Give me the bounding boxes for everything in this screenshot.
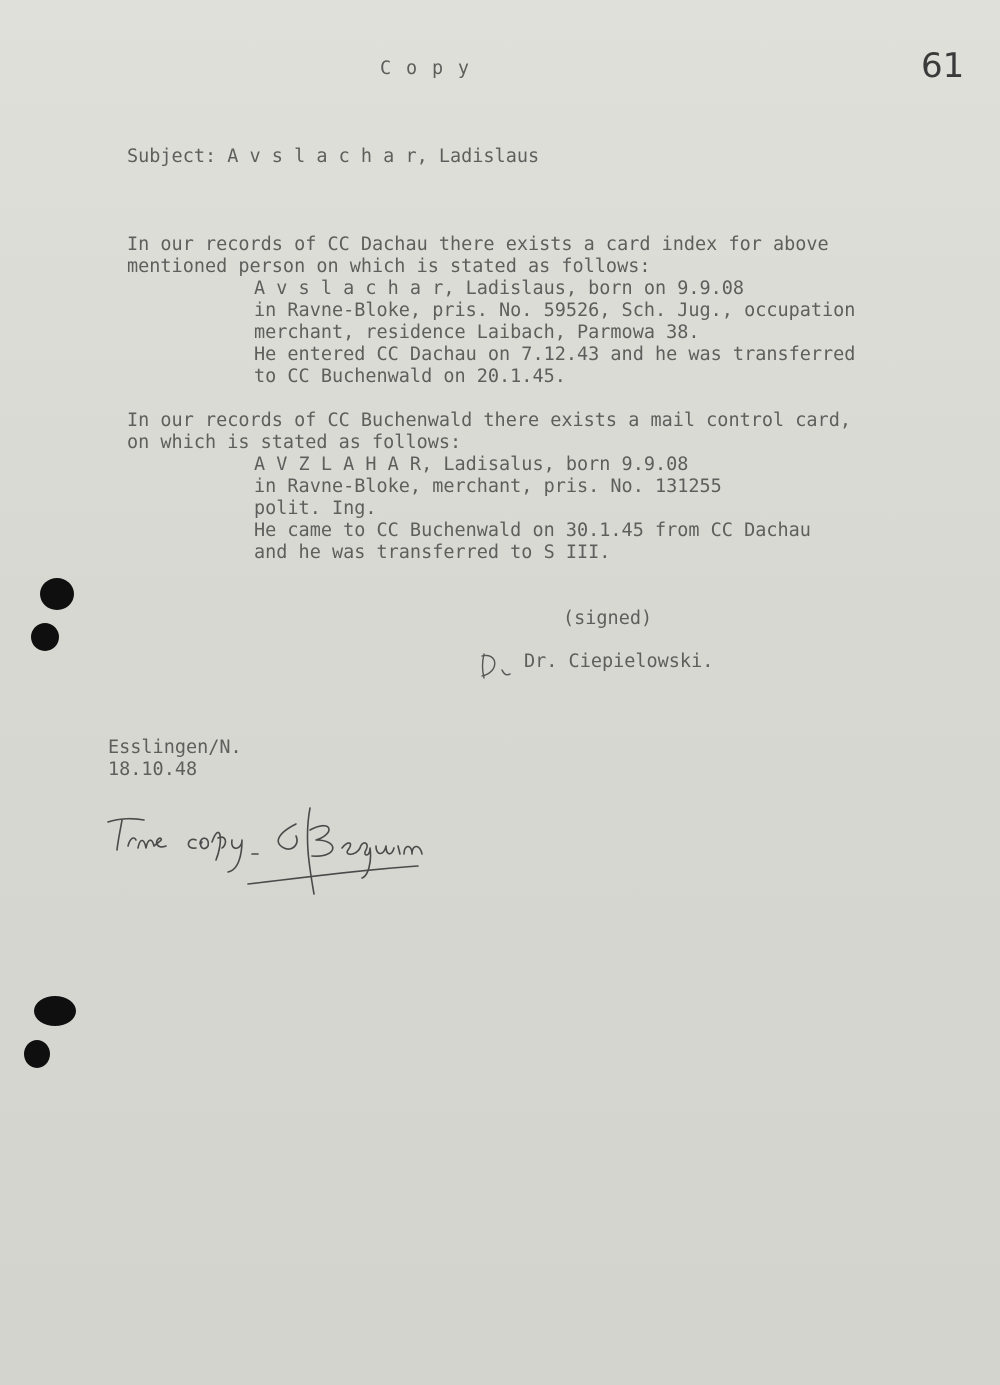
paragraph-line: In our records of CC Buchenwald there exists a mail control card, (127, 410, 851, 431)
place-line: Esslingen/N. (108, 737, 242, 758)
paragraph-line: on which is stated as follows: (127, 432, 462, 453)
page-number: 61 (921, 46, 965, 86)
subject-line: Subject: A v s l a c h a r, Ladislaus (127, 146, 540, 167)
punch-hole (34, 996, 76, 1026)
punch-hole (31, 623, 59, 651)
buchenwald-record-paragraph (127, 410, 851, 564)
date-line: 18.10.48 (108, 759, 198, 780)
record-detail-line: He came to CC Buchenwald on 30.1.45 from CC Dachau (254, 520, 811, 541)
record-detail-line: to CC Buchenwald on 20.1.45. (254, 366, 566, 387)
punch-hole (24, 1040, 50, 1068)
record-detail-line: merchant, residence Laibach, Parmowa 38. (254, 322, 700, 343)
punch-hole (40, 578, 74, 610)
record-detail-line: He entered CC Dachau on 7.12.43 and he was transferred (254, 344, 856, 365)
paragraph-line: mentioned person on which is stated as follows: (127, 256, 651, 277)
record-detail-line: A V Z L A H A R, Ladisalus, born 9.9.08 (254, 454, 689, 475)
dachau-record-paragraph (127, 234, 855, 388)
record-detail-line: in Ravne-Bloke, pris. No. 59526, Sch. Jug., occupation (254, 300, 856, 321)
record-detail-line: A v s l a c h a r, Ladislaus, born on 9.9.08 (254, 278, 745, 299)
record-detail-line: and he was transferred to S III. (254, 542, 611, 563)
record-detail-line: in Ravne-Bloke, merchant, pris. No. 131255 (254, 476, 722, 497)
paragraph-line: In our records of CC Dachau there exists a card index for above (127, 234, 829, 255)
signature-initial-mark (476, 648, 516, 682)
copy-label: C o p y (380, 58, 471, 79)
signed-note: (signed) (563, 608, 653, 629)
signer-name: Dr. Ciepielowski. (524, 651, 714, 672)
record-detail-line: polit. Ing. (254, 498, 377, 519)
handwritten-true-copy-signature (100, 800, 430, 900)
